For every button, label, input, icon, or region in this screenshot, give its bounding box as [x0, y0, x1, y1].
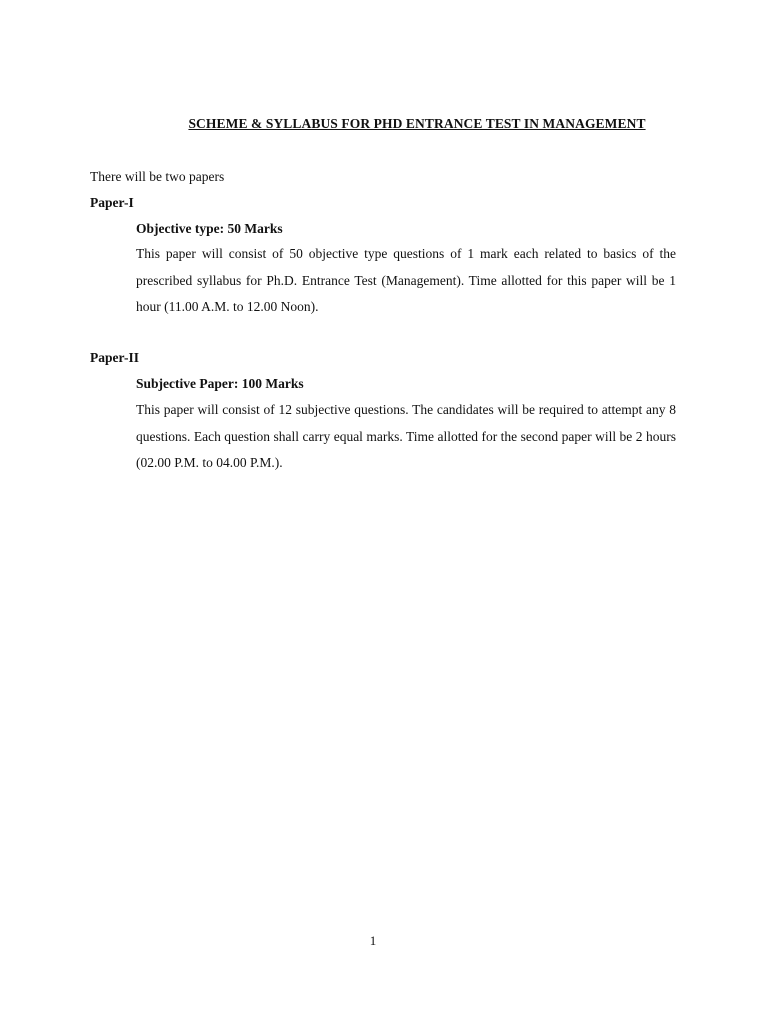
page-number: 1 [369, 933, 377, 948]
intro-text: There will be two papers [90, 169, 225, 184]
paper-2-body: This paper will consist of 12 subjective questions. The candidates will be required to attempt any 8 questions. Each question shall carry equal marks. Time allotted for the second paper will be 2 hours (02.00 P.M. to 04.00 P.M.). [136, 402, 676, 470]
document-title: SCHEME & SYLLABUS FOR PHD ENTRANCE TEST IN MANAGEMENT [188, 116, 646, 131]
paper-1-body: This paper will consist of 50 objective type questions of 1 mark each related to basics of the prescribed syllabus for Ph.D. Entrance Test (Management). Time allotted for this paper will be 1 hour (11.00 A.M. to 12.00 Noon). [136, 246, 676, 314]
paper-2-heading: Paper-II [90, 350, 139, 365]
paper-1-heading: Paper-I [90, 195, 134, 210]
paper-2-subheading: Subjective Paper: 100 Marks [136, 376, 304, 391]
paper-1-subheading: Objective type: 50 Marks [136, 221, 283, 236]
